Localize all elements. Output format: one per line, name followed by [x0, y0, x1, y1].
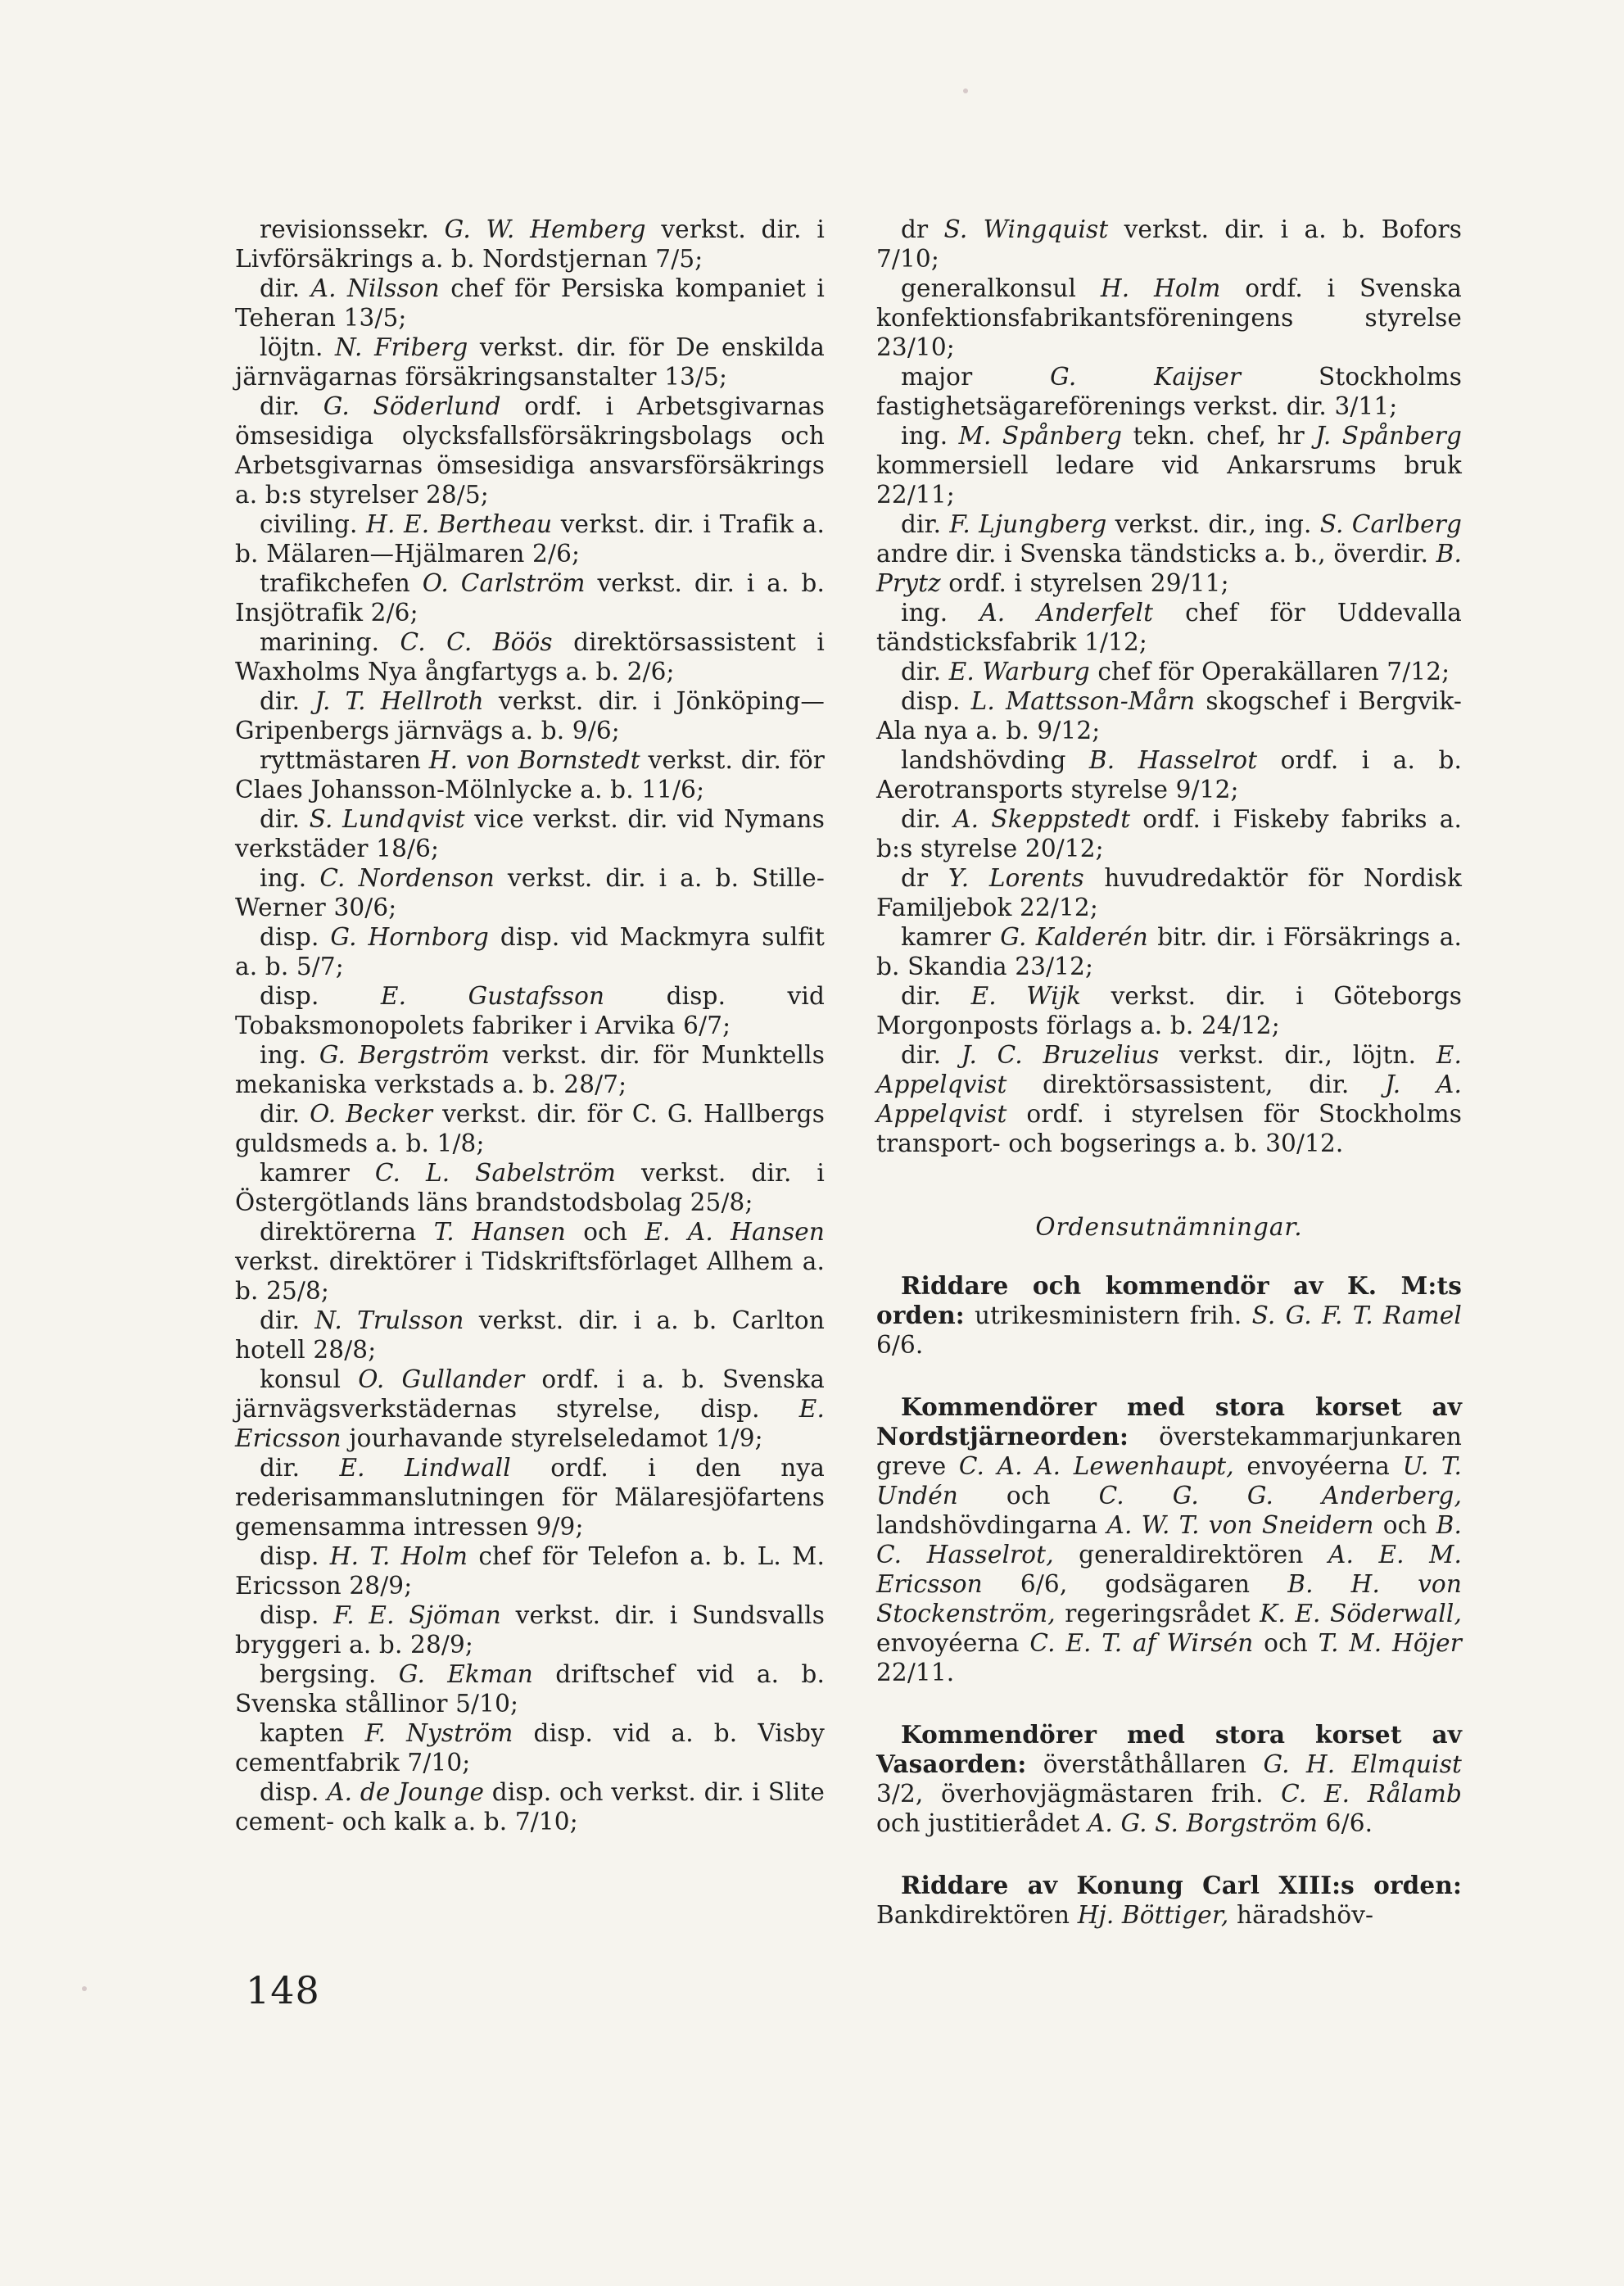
entry-text: vice verkst. dir. vid Nymans verkstäder 18/6;	[235, 805, 825, 862]
entry-title: marining.	[260, 628, 400, 656]
appointment-entry	[235, 1040, 825, 1099]
person-name: S. Wingquist	[943, 215, 1109, 243]
entry-text: verkst. dir. för De enskilda järnvägarnas försäkringsanstalter 13/5;	[235, 333, 826, 391]
entry-text: jourhavande styrelseledamot 1/9;	[341, 1424, 763, 1452]
entry-text: chef för Telefon a. b. L. M. Ericsson 28/9;	[235, 1542, 825, 1600]
entry-title: major	[901, 363, 1051, 391]
order-text: överståthållaren	[1026, 1750, 1264, 1778]
entry-title: ryttmästaren	[260, 746, 429, 774]
order-text: och	[957, 1482, 1099, 1510]
entry-text: verkst. dir. i Göteborgs Morgonposts förlags a. b. 24/12;	[876, 982, 1462, 1039]
appointment-entry	[876, 509, 1462, 598]
order-text: överstekammarjunkaren greve	[876, 1423, 1462, 1480]
entry-text: verkst. dir. för Munktells mekaniska verkstads a. b. 28/7;	[235, 1041, 825, 1098]
appointment-entry	[876, 922, 1462, 981]
appointment-entry	[235, 509, 825, 568]
entry-title: landshövding	[901, 746, 1089, 774]
entry-text: och	[565, 1218, 645, 1246]
appointment-entry	[876, 215, 1462, 274]
entry-text: verkst. dir. i a. b. Carlton hotell 28/8;	[235, 1306, 825, 1364]
order-heading: Kommendörer med stora korset av Nordstjärneorden:	[876, 1392, 1462, 1451]
entry-title: bergsing.	[260, 1660, 399, 1688]
entry-text: bitr. dir. i Försäkrings a. b. Skandia 23/12;	[876, 923, 1462, 980]
entry-title: dr	[901, 215, 944, 243]
person-name: E. A. Hansen	[645, 1218, 825, 1246]
person-name: T. M. Höjer	[1318, 1629, 1462, 1657]
person-name: H. von Bornstedt	[428, 746, 640, 774]
entry-text: verkst. dir. i a. b. Insjötrafik 2/6;	[235, 569, 825, 627]
entry-title: civiling.	[260, 510, 367, 538]
appointment-entry	[235, 333, 825, 392]
entry-title: kapten	[260, 1719, 365, 1747]
paper-speck	[82, 1986, 87, 1991]
person-name: C. A. A. Lewenhaupt,	[958, 1452, 1234, 1480]
order-text: 6/6.	[876, 1331, 924, 1359]
person-name: H. T. Holm	[329, 1542, 468, 1570]
order-entry	[876, 1871, 1462, 1930]
person-name: Hj. Böttiger,	[1077, 1901, 1229, 1929]
entry-title: direktörerna	[260, 1218, 434, 1246]
person-name: J. T. Hellroth	[314, 687, 484, 715]
person-name: B. C. Hasselrot,	[876, 1511, 1462, 1569]
entry-title: dir.	[901, 658, 949, 686]
person-name: A. Anderfelt	[979, 599, 1154, 627]
person-name: C. C. Böös	[400, 628, 553, 656]
person-name: O. Carlström	[422, 569, 586, 597]
person-name: E. Lindwall	[339, 1454, 511, 1482]
order-entry	[876, 1271, 1462, 1360]
appointment-entry	[235, 274, 825, 333]
person-name: G. Ekman	[398, 1660, 533, 1688]
order-heading: Kommendörer med stora korset av Vasaorden:	[876, 1720, 1462, 1778]
entry-title: kamrer	[901, 923, 1001, 951]
entry-title: dir.	[260, 1100, 310, 1128]
appointment-entry	[235, 1217, 825, 1306]
entry-text: ordf. i Fiskeby fabriks a. b:s styrelse 20/12;	[876, 805, 1462, 862]
appointment-entry	[235, 981, 825, 1040]
appointment-entry	[235, 392, 825, 509]
entry-title: disp.	[260, 1778, 328, 1806]
entry-title: disp.	[260, 982, 381, 1010]
entry-text: disp. vid Tobaksmonopolets fabriker i Arvika 6/7;	[235, 982, 825, 1039]
person-name: E. Wijk	[970, 982, 1082, 1010]
appointment-entry	[235, 627, 825, 686]
order-text: och	[1253, 1629, 1319, 1657]
order-text: och justitierådet	[876, 1809, 1088, 1837]
entry-title: dir.	[901, 805, 954, 833]
entry-text: verkst. dir. för Claes Johansson-Mölnlycke a. b. 11/6;	[235, 746, 825, 803]
appointment-entry	[876, 421, 1462, 509]
entry-text: Stockholms fastighetsägareförenings verkst. dir. 3/11;	[876, 363, 1462, 420]
order-heading: Riddare och kommendör av K. M:ts orden:	[876, 1271, 1462, 1329]
person-name: S. Carlberg	[1319, 510, 1462, 538]
order-text: och	[1373, 1511, 1436, 1539]
order-text: regeringsrådet	[1055, 1600, 1260, 1627]
appointment-entry	[235, 686, 825, 745]
person-name: B. Prytz	[876, 540, 1462, 597]
entry-title: dir.	[260, 1306, 315, 1334]
person-name: F. Nyström	[364, 1719, 513, 1747]
entry-text: verkst. dir. i Östergötlands läns brandstodsbolag 25/8;	[235, 1159, 825, 1216]
person-name: L. Mattsson-Mårn	[970, 687, 1196, 715]
appointment-entry	[876, 686, 1462, 745]
entry-text: ordf. i a. b. Svenska järnvägsverkstädernas styrelse, disp.	[235, 1365, 825, 1423]
person-name: C. E. Rålamb	[1281, 1780, 1462, 1808]
entry-text: tekn. chef, hr	[1122, 422, 1316, 450]
appointment-entry	[876, 598, 1462, 657]
entry-text: disp. och verkst. dir. i Slite cement- och kalk a. b. 7/10;	[235, 1778, 825, 1836]
paper-speck	[963, 88, 968, 93]
person-name: C. Nordenson	[319, 864, 495, 892]
entry-title: ing.	[901, 599, 980, 627]
entry-title: dir.	[260, 274, 311, 302]
entry-title: generalkonsul	[901, 274, 1101, 302]
order-entry	[876, 1720, 1462, 1838]
entry-text: skogschef i Bergvik-Ala nya a. b. 9/12;	[876, 687, 1462, 745]
person-name: S. G. F. T. Ramel	[1251, 1301, 1463, 1329]
entry-text: ordf. i styrelsen för Stockholms transport- och bogserings a. b. 30/12.	[876, 1100, 1462, 1157]
appointment-entry	[235, 1777, 825, 1836]
person-name: M. Spånberg	[958, 422, 1123, 450]
appointment-entry	[876, 274, 1462, 362]
orders-list	[876, 1271, 1462, 1930]
entry-text: verkst. dir. i Trafik a. b. Mälaren—Hjälmaren 2/6;	[235, 510, 825, 568]
order-text: 6/6.	[1318, 1809, 1373, 1837]
entry-title: revisionssekr.	[260, 215, 445, 243]
entry-title: kamrer	[260, 1159, 375, 1187]
person-name: K. E. Söderwall,	[1260, 1600, 1462, 1627]
entry-title: dir.	[901, 1041, 961, 1069]
appointment-entry	[876, 863, 1462, 922]
appointment-entry	[876, 1040, 1462, 1158]
appointment-entry	[876, 745, 1462, 804]
person-name: F. Ljungberg	[949, 510, 1107, 538]
order-text: utrikesministern frih.	[964, 1301, 1252, 1329]
left-column	[235, 215, 825, 1836]
person-name: H. Holm	[1100, 274, 1221, 302]
appointment-entry	[235, 1099, 825, 1158]
order-text: landshövdingarna	[876, 1511, 1107, 1539]
order-text: Bankdirektören	[876, 1901, 1078, 1929]
person-name: C. E. T. af Wirsén	[1029, 1629, 1254, 1657]
person-name: G. Bergström	[319, 1041, 490, 1069]
person-name: B. Hasselrot	[1088, 746, 1258, 774]
entry-text: disp. vid Mackmyra sulfit a. b. 5/7;	[235, 923, 825, 980]
person-name: B. H. von Stockenström,	[876, 1570, 1462, 1627]
appointment-entry	[235, 863, 825, 922]
entry-title: dir.	[260, 805, 310, 833]
appointment-entry	[235, 568, 825, 627]
person-name: E. Warburg	[948, 658, 1090, 686]
entry-text: driftschef vid a. b. Svenska stållinor 5/10;	[235, 1660, 825, 1718]
entry-title: disp.	[260, 923, 331, 951]
appointment-entry	[235, 1158, 825, 1217]
appointment-entry	[235, 1659, 825, 1718]
person-name: Y. Lorents	[948, 864, 1084, 892]
order-text: 6/6, godsägaren	[982, 1570, 1288, 1598]
order-heading: Riddare av Konung Carl XIII:s orden:	[901, 1871, 1462, 1899]
person-name: G. Kaijser	[1050, 363, 1242, 391]
entry-text: kommersiell ledare vid Ankarsrums bruk 22/11;	[876, 451, 1462, 509]
entry-title: disp.	[260, 1601, 334, 1629]
entry-text: verkst. dir. i a. b. Stille-Werner 30/6;	[235, 864, 825, 921]
appointment-entry	[235, 215, 825, 274]
person-name: E. Appelqvist	[876, 1041, 1463, 1098]
entry-text: disp. vid a. b. Visby cementfabrik 7/10;	[235, 1719, 825, 1777]
person-name: E. Ericsson	[235, 1395, 825, 1452]
entry-text: chef för Operakällaren 7/12;	[1089, 658, 1450, 686]
appointment-entry	[235, 1718, 825, 1777]
entry-text: ordf. i a. b. Aerotransports styrelse 9/12;	[876, 746, 1463, 803]
person-name: U. T. Undén	[876, 1452, 1462, 1510]
entry-text: ordf. i den nya rederisammanslutningen för Mälaresjöfartens gemensamma intressen 9/9;	[235, 1454, 825, 1541]
appointment-entry	[235, 804, 825, 863]
page-number: 148	[246, 1968, 320, 2012]
entry-text: verkst. dir. i a. b. Bofors 7/10;	[876, 215, 1462, 273]
order-text: generaldirektören	[1053, 1541, 1329, 1569]
entry-title: dr	[901, 864, 948, 892]
person-name: E. Gustafsson	[380, 982, 605, 1010]
person-name: J. Spånberg	[1315, 422, 1462, 450]
appointment-entry	[235, 922, 825, 981]
person-name: O. Gullander	[358, 1365, 525, 1393]
person-name: G. Kalderén	[1000, 923, 1148, 951]
entry-title: disp.	[901, 687, 971, 715]
appointment-entry	[876, 804, 1462, 863]
entry-text: verkst. dir. för C. G. Hallbergs guldsmeds a. b. 1/8;	[235, 1100, 826, 1157]
entry-text: ordf. i Svenska konfektionsfabrikantsföreningens styrelse 23/10;	[876, 274, 1462, 361]
entry-text: verkst. dir., löjtn.	[1159, 1041, 1436, 1069]
appointment-entry	[235, 745, 825, 804]
entry-text: direktörsassistent i Waxholms Nya ångfartygs a. b. 2/6;	[235, 628, 825, 686]
entry-text: andre dir. i Svenska tändsticks a. b., överdir.	[876, 540, 1436, 568]
appointment-entry	[876, 657, 1462, 686]
entry-text: direktörsassistent, dir.	[1007, 1071, 1386, 1098]
person-name: N. Friberg	[334, 333, 468, 361]
person-name: A. Skeppstedt	[953, 805, 1131, 833]
order-text: envoyéerna	[876, 1629, 1030, 1657]
entry-text: verkst. dir. i Sundsvalls bryggeri a. b. 28/9;	[235, 1601, 825, 1659]
order-text: envoyéerna	[1233, 1452, 1403, 1480]
person-name: J. A. Appelqvist	[876, 1071, 1462, 1128]
person-name: A. E. M. Ericsson	[876, 1541, 1462, 1598]
entry-text: verkst. direktörer i Tidskriftsförlaget Allhem a. b. 25/8;	[235, 1247, 825, 1305]
person-name: A. W. T. von Sneidern	[1106, 1511, 1374, 1539]
appointment-entry	[876, 362, 1462, 421]
person-name: J. C. Bruzelius	[961, 1041, 1160, 1069]
entry-title: trafikchefen	[260, 569, 423, 597]
entry-title: dir.	[260, 687, 315, 715]
person-name: G. W. Hemberg	[444, 215, 646, 243]
appointment-entry	[235, 1306, 825, 1365]
person-name: T. Hansen	[433, 1218, 566, 1246]
appointment-entry	[235, 1600, 825, 1659]
person-name: S. Lundqvist	[309, 805, 465, 833]
entry-title: ing.	[260, 1041, 319, 1069]
person-name: A. G. S. Borgström	[1087, 1809, 1319, 1837]
entry-text: chef för Uddevalla tändsticksfabrik 1/12;	[876, 599, 1462, 656]
entry-title: dir.	[260, 392, 323, 420]
entry-title: dir.	[901, 982, 971, 1010]
person-name: G. Söderlund	[323, 392, 501, 420]
order-entry	[876, 1392, 1462, 1687]
person-name: F. E. Sjöman	[333, 1601, 501, 1629]
entry-title: dir.	[901, 510, 950, 538]
appointment-entry	[235, 1365, 825, 1453]
entry-title: ing.	[901, 422, 959, 450]
entry-text: verkst. dir. i Livförsäkrings a. b. Nordstjernan 7/5;	[235, 215, 825, 273]
appointment-entry	[876, 981, 1462, 1040]
person-name: G. H. Elmquist	[1263, 1750, 1463, 1778]
entry-text: ordf. i Arbetsgivarnas ömsesidiga olycksfallsförsäkringsbolags och Arbetsgivarnas ömsesidiga ansvarsförsäkrings a. b:s styrelser 28/5;	[235, 392, 825, 509]
person-name: A. Nilsson	[310, 274, 440, 302]
order-text: 22/11.	[876, 1659, 955, 1686]
entry-text: verkst. dir. i Jönköping—Gripenbergs järnvägs a. b. 9/6;	[235, 687, 826, 745]
person-name: C. G. G. Anderberg,	[1098, 1482, 1462, 1510]
entry-text: chef för Persiska kompaniet i Teheran 13/5;	[235, 274, 825, 332]
appointments-list	[876, 215, 1462, 1158]
person-name: N. Trulsson	[314, 1306, 464, 1334]
entry-title: löjtn.	[260, 333, 335, 361]
order-text: häradshöv-	[1228, 1901, 1374, 1929]
entry-text: ordf. i styrelsen 29/11;	[940, 569, 1229, 597]
person-name: A. de Jounge	[327, 1778, 485, 1806]
entry-text: huvudredaktör för Nordisk Familjebok 22/12;	[876, 864, 1462, 921]
entry-title: disp.	[260, 1542, 330, 1570]
person-name: H. E. Bertheau	[366, 510, 553, 538]
person-name: G. Hornborg	[330, 923, 489, 951]
person-name: O. Becker	[310, 1100, 433, 1128]
order-text: 3/2, överhovjägmästaren frih.	[876, 1780, 1282, 1808]
right-column	[876, 215, 1462, 1962]
entry-title: dir.	[260, 1454, 340, 1482]
section-title: Ordensutnämningar.	[1035, 1213, 1303, 1241]
person-name: C. L. Sabelström	[374, 1159, 617, 1187]
entry-title: konsul	[260, 1365, 359, 1393]
entry-text: verkst. dir., ing.	[1106, 510, 1320, 538]
entry-title: ing.	[260, 864, 320, 892]
appointment-entry	[235, 1453, 825, 1541]
appointment-entry	[235, 1541, 825, 1600]
